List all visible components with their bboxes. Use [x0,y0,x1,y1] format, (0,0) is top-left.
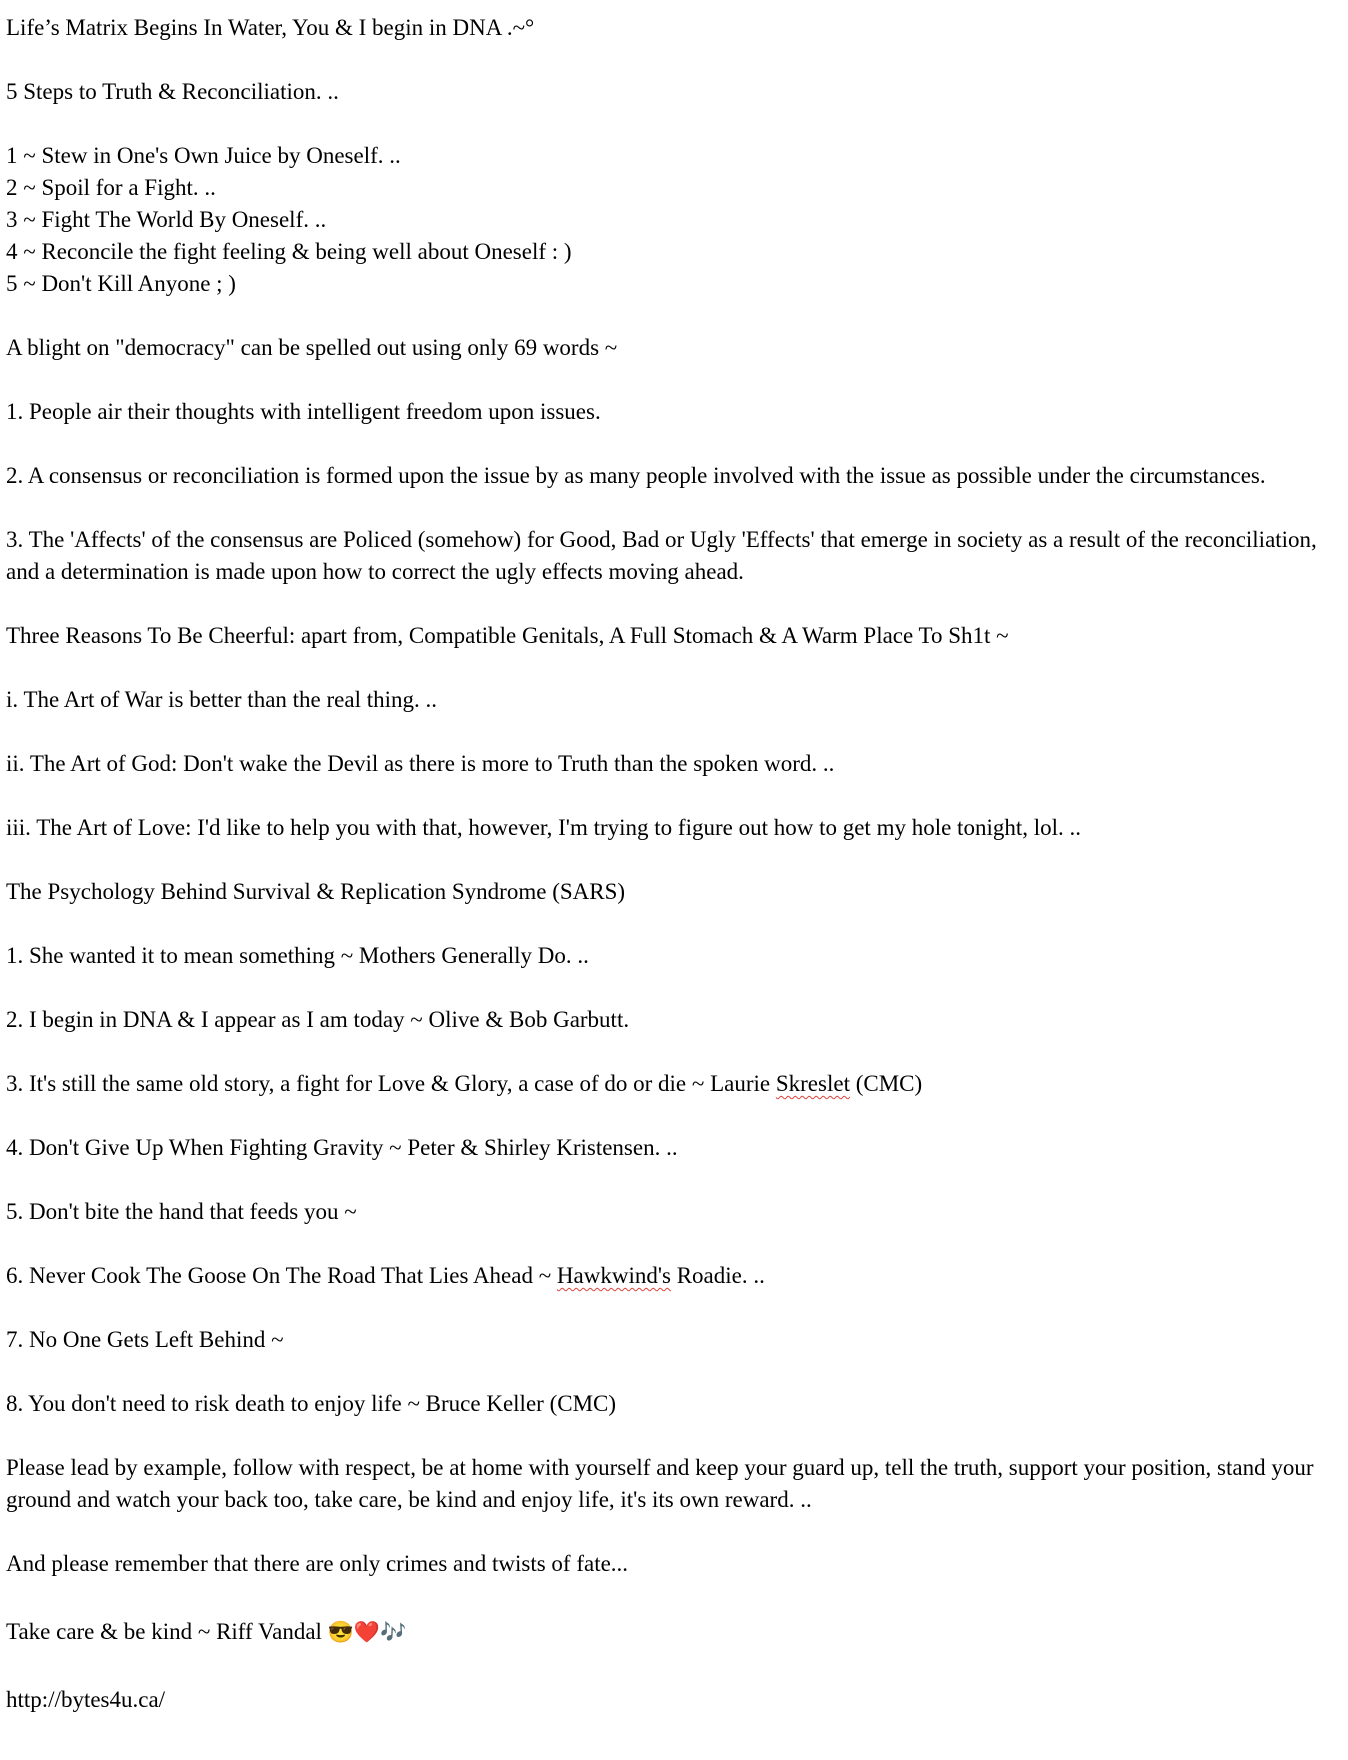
democracy-item: 1. People air their thoughts with intelligent freedom upon issues. [6,399,601,424]
sunglasses-heart-music-icon: 😎❤️🎶 [327,1620,407,1644]
document-body [6,12,1342,1716]
cheerful-item: i. The Art of War is better than the real thing. .. [6,687,437,712]
sars-item: 8. You don't need to risk death to enjoy life ~ Bruce Keller (CMC) [6,1391,617,1416]
document-title: Life’s Matrix Begins In Water, You & I begin in DNA .~° [6,15,535,40]
sars-item: 1. She wanted it to mean something ~ Mothers Generally Do. .. [6,943,589,968]
steps-heading: 5 Steps to Truth & Reconciliation. .. [6,79,339,104]
advice-paragraph: Please lead by example, follow with respect, be at home with yourself and keep your guard up, tell the truth, support your position, stand your ground and watch your back too, take care, be kind and enjoy life, it's its own reward. .. [6,1455,1320,1512]
sars-item [6,1068,1342,1100]
step-item: 2 ~ Spoil for a Fight. .. [6,175,216,200]
step-item: 4 ~ Reconcile the fight feeling & being well about Oneself : ) [6,239,572,264]
sars-item [6,1260,1342,1292]
signoff-text: Take care & be kind ~ Riff Vandal [6,1619,328,1644]
step-item: 3 ~ Fight The World By Oneself. .. [6,207,327,232]
sars-item-text: Roadie. .. [670,1263,765,1288]
sars-item: 7. No One Gets Left Behind ~ [6,1327,284,1352]
sars-heading: The Psychology Behind Survival & Replication Syndrome (SARS) [6,879,626,904]
spellcheck-flagged-word[interactable]: Skreslet [775,1071,850,1096]
democracy-item: 3. The 'Affects' of the consensus are Policed (somehow) for Good, Bad or Ugly 'Effects' that emerge in society as a result of the reconciliation, and a determination is made upon how to correct the ugly effects moving ahead. [6,527,1323,584]
sars-item: 5. Don't bite the hand that feeds you ~ [6,1199,357,1224]
step-item: 1 ~ Stew in One's Own Juice by Oneself. .. [6,143,401,168]
democracy-item: 2. A consensus or reconciliation is formed upon the issue by as many people involved with the issue as possible under the circumstances. [6,463,1266,488]
remember-paragraph: And please remember that there are only crimes and twists of fate... [6,1551,629,1576]
spellcheck-flagged-word[interactable]: Hawkwind's [556,1263,671,1288]
signoff [6,1616,1342,1648]
website-link[interactable]: http://bytes4u.ca/ [6,1687,166,1712]
sars-item-text: 3. It's still the same old story, a fight for Love & Glory, a case of do or die ~ Laurie [6,1071,776,1096]
sars-item-text: (CMC) [849,1071,923,1096]
sars-item-text: 6. Never Cook The Goose On The Road That Lies Ahead ~ [6,1263,557,1288]
sars-item: 2. I begin in DNA & I appear as I am today ~ Olive & Bob Garbutt. [6,1007,630,1032]
cheerful-item: iii. The Art of Love: I'd like to help you with that, however, I'm trying to figure out how to get my hole tonight, lol. .. [6,815,1082,840]
step-item: 5 ~ Don't Kill Anyone ; ) [6,271,236,296]
cheerful-item: ii. The Art of God: Don't wake the Devil as there is more to Truth than the spoken word. .. [6,751,835,776]
sars-item: 4. Don't Give Up When Fighting Gravity ~ Peter & Shirley Kristensen. .. [6,1135,678,1160]
cheerful-heading: Three Reasons To Be Cheerful: apart from, Compatible Genitals, A Full Stomach & A Warm Place To Sh1t ~ [6,623,1009,648]
democracy-heading: A blight on "democracy" can be spelled out using only 69 words ~ [6,335,618,360]
